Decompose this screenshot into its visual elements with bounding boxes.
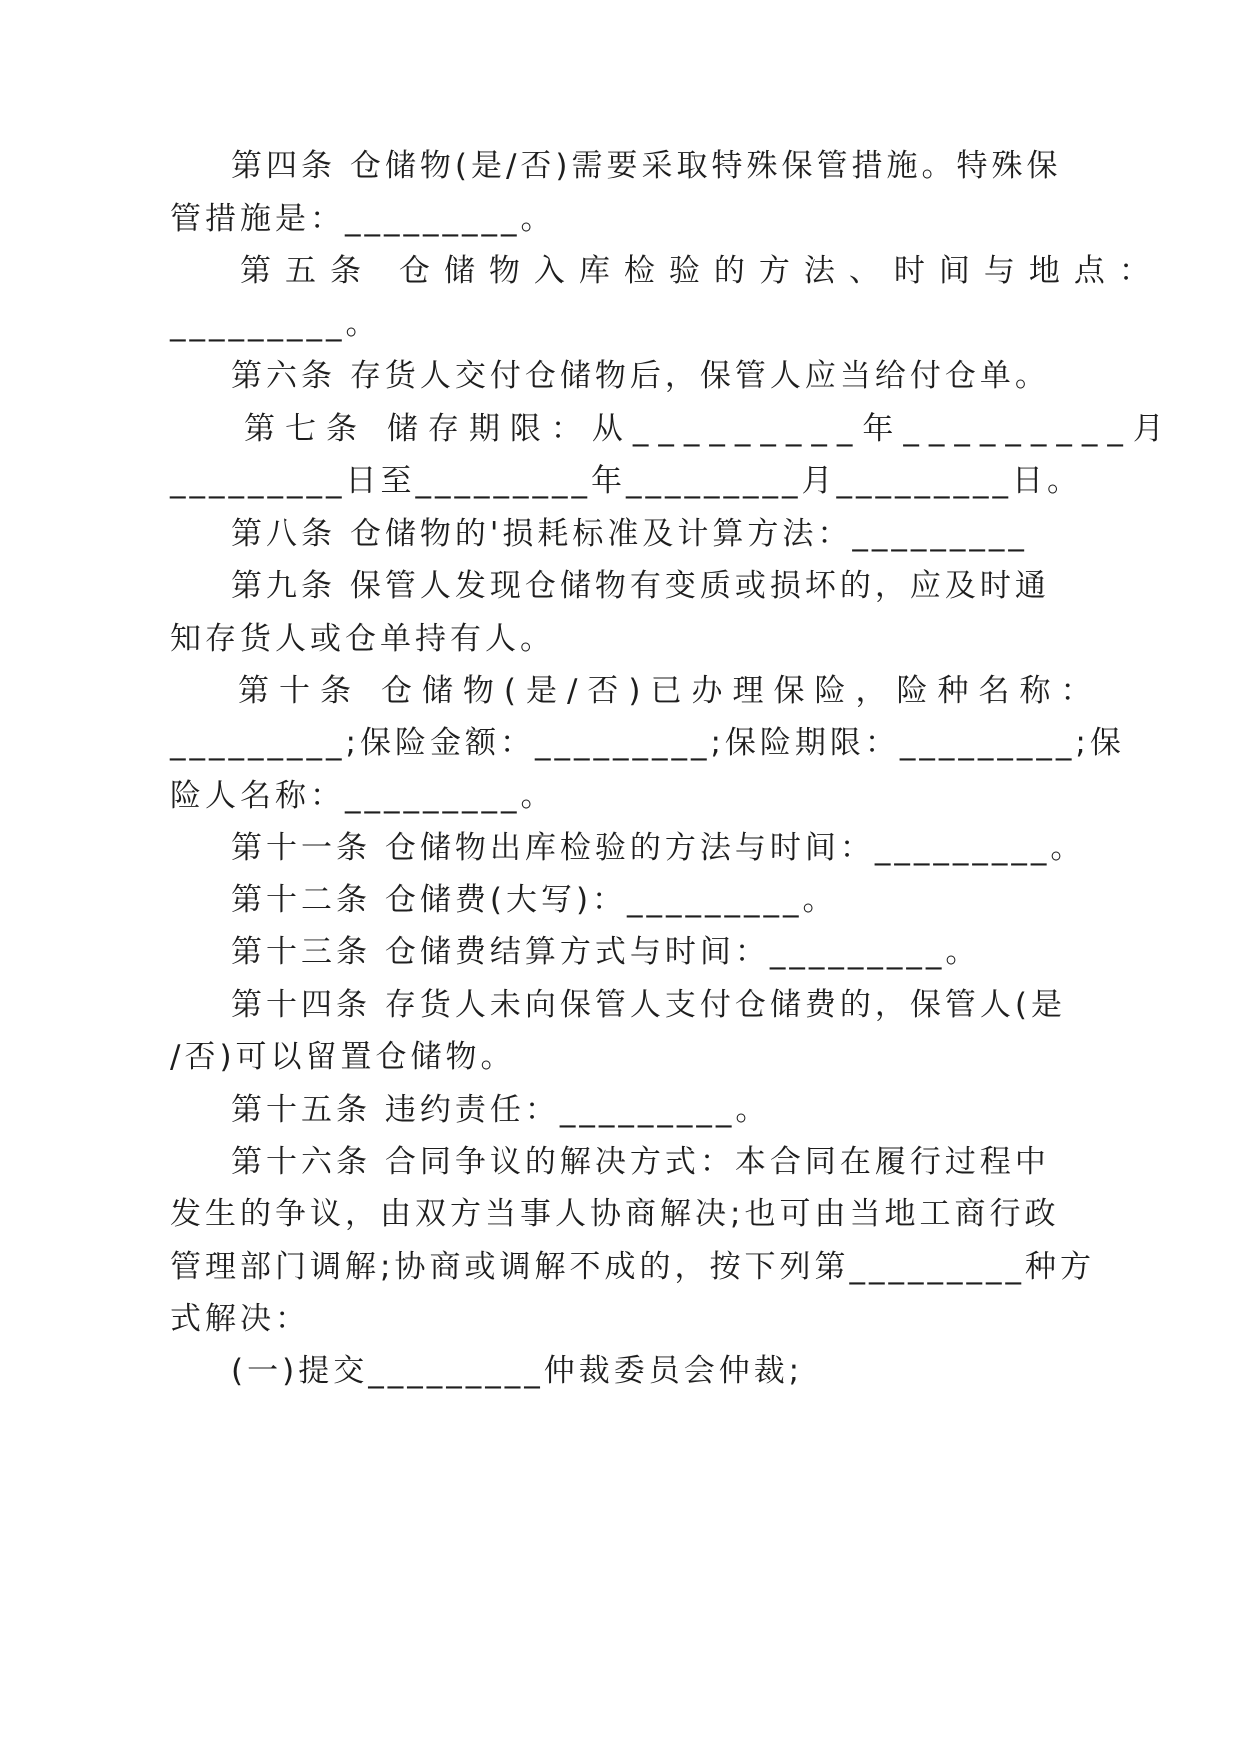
article-13-line-1: 第十三条 仓储费结算方式与时间：_________。 — [231, 934, 981, 970]
article-16-line-1: 第十六条 合同争议的解决方式：本合同在履行过程中 — [231, 1144, 1050, 1180]
article-14-line-1: 第十四条 存货人未向保管人支付仓储费的，保管人(是 — [231, 987, 1066, 1023]
article-7-line-1: 第七条 储存期限：从_________年_________月 — [244, 411, 1174, 447]
article-9-line-1: 第九条 保管人发现仓储物有变质或损坏的，应及时通 — [231, 568, 1050, 604]
article-12-line-1: 第十二条 仓储费(大写)：_________。 — [231, 882, 838, 918]
article-10-line-2: _________;保险金额：_________;保险期限：_________;保 — [170, 725, 1125, 761]
article-9-line-2: 知存货人或仓单持有人。 — [170, 621, 555, 657]
article-10-line-3: 险人名称：_________。 — [170, 778, 556, 814]
article-5-line-1: 第五条 仓储物入库检验的方法、时间与地点： — [240, 253, 1164, 289]
article-16-line-2: 发生的争议，由双方当事人协商解决;也可由当地工商行政 — [170, 1196, 1060, 1232]
article-5-line-2: _________。 — [170, 306, 381, 342]
article-11-line-1: 第十一条 仓储物出库检验的方法与时间：_________。 — [231, 830, 1086, 866]
article-16-line-3: 管理部门调解;协商或调解不成的，按下列第_________种方 — [170, 1249, 1095, 1285]
article-7-line-2: _________日至_________年_________月_________日。 — [170, 463, 1082, 499]
article-16-line-4: 式解决： — [170, 1301, 310, 1337]
article-10-line-1: 第十条 仓储物(是/否)已办理保险，险种名称： — [238, 673, 1102, 709]
article-6-line-1: 第六条 存货人交付仓储物后，保管人应当给付仓单。 — [231, 358, 1050, 394]
article-4-line-1: 第四条 仓储物(是/否)需要采取特殊保管措施。特殊保 — [231, 148, 1062, 184]
article-16-item-1: (一)提交_________仲裁委员会仲裁; — [231, 1353, 804, 1389]
article-4-line-2: 管措施是：_________。 — [170, 201, 556, 237]
article-8-line-1: 第八条 仓储物的'损耗标准及计算方法：_________ — [231, 516, 1028, 552]
article-15-line-1: 第十五条 违约责任：_________。 — [231, 1092, 771, 1128]
article-14-line-2: /否)可以留置仓储物。 — [170, 1039, 516, 1075]
